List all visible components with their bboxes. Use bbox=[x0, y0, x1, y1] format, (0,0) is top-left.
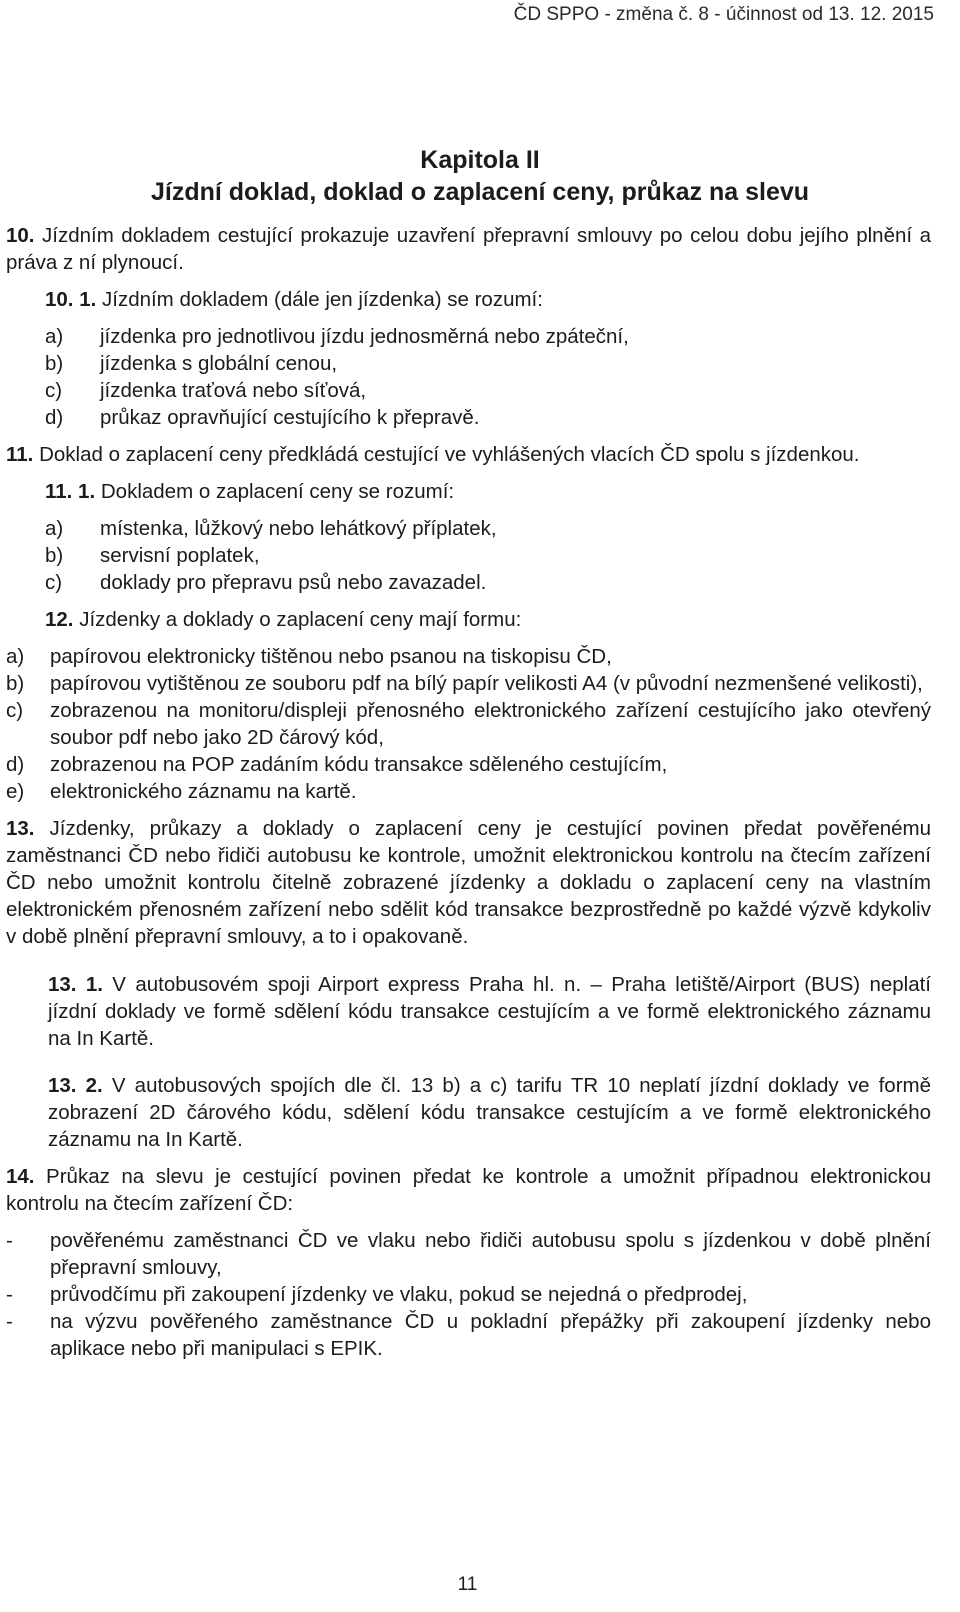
list-item-label: e) bbox=[6, 780, 25, 803]
page-header: ČD SPPO - změna č. 8 - účinnost od 13. 12. 2015 bbox=[513, 4, 934, 25]
list-item bbox=[45, 404, 931, 431]
list-item-label: a) bbox=[6, 645, 25, 668]
list-item-label: - bbox=[6, 1310, 13, 1333]
list-item bbox=[6, 1308, 931, 1362]
list-item bbox=[45, 515, 931, 542]
chapter-title: Kapitola II bbox=[420, 146, 540, 174]
list-item-text: zobrazenou na monitoru/displeji přenosného elektronického zařízení cestujícího jako otevřený soubor pdf nebo jako 2D čárový kód, bbox=[50, 699, 931, 749]
article-13 bbox=[6, 815, 931, 950]
article-10-1 bbox=[45, 286, 931, 313]
article-text: Jízdenky a doklady o zaplacení ceny mají formu: bbox=[73, 608, 522, 631]
list-item bbox=[6, 697, 931, 751]
article-text: Jízdenky, průkazy a doklady o zaplacení ceny je cestující povinen předat pověřenému zaměstnanci ČD nebo řidiči autobusu ke kontrole, umožnit elektronickou kontrolu na čtecím zařízení ČD nebo umožnit kontrolu čitelně zobrazené jízdenky a dokladu o zaplacení ceny na vlastním elektronickém přenosném zařízení nebo sdělit kód transakce bezprostředně po každé výzvě kdykoliv v době plnění přepravní smlouvy, a to i opakovaně. bbox=[6, 817, 931, 948]
article-number: 11. bbox=[6, 443, 34, 466]
article-number: 10. 1. bbox=[45, 288, 97, 311]
list-item-text: místenka, lůžkový nebo lehátkový příplatek, bbox=[100, 517, 497, 540]
article-11-1 bbox=[45, 478, 931, 505]
document-body bbox=[6, 222, 931, 1372]
article-number: 13. bbox=[6, 817, 35, 840]
list-item-label: b) bbox=[45, 544, 64, 567]
list-item bbox=[45, 377, 931, 404]
list-item bbox=[6, 1281, 931, 1308]
list-item-label: d) bbox=[45, 406, 64, 429]
list-item-label: a) bbox=[45, 325, 64, 348]
article-14-list bbox=[6, 1227, 931, 1362]
list-item bbox=[45, 569, 931, 596]
article-10 bbox=[6, 222, 931, 276]
article-10-1-list bbox=[6, 323, 931, 431]
article-text: Průkaz na slevu je cestující povinen předat ke kontrole a umožnit případnou elektronickou kontrolu na čtecím zařízení ČD: bbox=[6, 1165, 931, 1215]
list-item bbox=[45, 323, 931, 350]
list-item-label: c) bbox=[45, 571, 63, 594]
article-12 bbox=[45, 606, 931, 633]
list-item-text: jízdenka traťová nebo síťová, bbox=[100, 379, 367, 402]
list-item-text: na výzvu pověřeného zaměstnance ČD u pokladní přepážky při zakoupení jízdenky nebo aplikace nebo při manipulaci s EPIK. bbox=[50, 1310, 931, 1360]
article-text: Doklad o zaplacení ceny předkládá cestující ve vyhlášených vlacích ČD spolu s jízdenkou. bbox=[33, 443, 860, 466]
list-item-label: - bbox=[6, 1283, 13, 1306]
list-item bbox=[6, 778, 931, 805]
list-item-text: doklady pro přepravu psů nebo zavazadel. bbox=[100, 571, 487, 594]
list-item-label: b) bbox=[45, 352, 64, 375]
article-text: Dokladem o zaplacení ceny se rozumí: bbox=[95, 480, 455, 503]
list-item-label: c) bbox=[45, 379, 63, 402]
list-item-text: jízdenka s globální cenou, bbox=[100, 352, 338, 375]
list-item-label: c) bbox=[6, 699, 24, 722]
list-item-label: b) bbox=[6, 672, 25, 695]
list-item-text: zobrazenou na POP zadáním kódu transakce sděleného cestujícím, bbox=[50, 753, 668, 776]
list-item-text: jízdenka pro jednotlivou jízdu jednosměrná nebo zpáteční, bbox=[100, 325, 629, 348]
article-number: 14. bbox=[6, 1165, 35, 1188]
article-14 bbox=[6, 1163, 931, 1217]
list-item-text: pověřenému zaměstnanci ČD ve vlaku nebo řidiči autobusu spolu s jízdenkou v době plnění přepravní smlouvy, bbox=[50, 1229, 931, 1279]
list-item bbox=[6, 751, 931, 778]
article-number: 11. 1. bbox=[45, 480, 96, 503]
list-item-label: a) bbox=[45, 517, 64, 540]
list-item bbox=[45, 350, 931, 377]
article-13-1 bbox=[48, 971, 931, 1052]
list-item-label: d) bbox=[6, 753, 25, 776]
page-number: 11 bbox=[457, 1574, 478, 1595]
article-number: 10. bbox=[6, 224, 35, 247]
list-item bbox=[6, 643, 931, 670]
list-item-text: průvodčímu při zakoupení jízdenky ve vlaku, pokud se nejedná o předprodej, bbox=[50, 1283, 748, 1306]
article-text: Jízdním dokladem (dále jen jízdenka) se rozumí: bbox=[96, 288, 543, 311]
list-item-label: - bbox=[6, 1229, 13, 1252]
article-number: 12. bbox=[45, 608, 74, 631]
list-item-text: servisní poplatek, bbox=[100, 544, 260, 567]
list-item-text: elektronického záznamu na kartě. bbox=[50, 780, 357, 803]
list-item bbox=[6, 1227, 931, 1281]
article-11-1-list bbox=[6, 515, 931, 596]
list-item bbox=[6, 670, 931, 697]
article-number: 13. 2. bbox=[48, 1074, 103, 1097]
article-text: Jízdním dokladem cestující prokazuje uzavření přepravní smlouvy po celou dobu jejího plnění a práva z ní plynoucí. bbox=[6, 224, 931, 274]
list-item-text: průkaz opravňující cestujícího k přepravě. bbox=[100, 406, 480, 429]
article-text: V autobusových spojích dle čl. 13 b) a c) tarifu TR 10 neplatí jízdní doklady ve formě zobrazení 2D čárového kódu, sdělení kódu transakce cestujícím a ve formě elektronického záznamu na In Kartě. bbox=[48, 1074, 931, 1151]
article-11 bbox=[6, 441, 931, 468]
article-number: 13. 1. bbox=[48, 972, 103, 996]
article-13-2 bbox=[48, 1072, 931, 1153]
list-item-text: papírovou vytištěnou ze souboru pdf na bílý papír velikosti A4 (v původní nezmenšené velikosti), bbox=[50, 672, 923, 695]
chapter-subtitle: Jízdní doklad, doklad o zaplacení ceny, průkaz na slevu bbox=[150, 178, 810, 206]
list-item bbox=[45, 542, 931, 569]
list-item-text: papírovou elektronicky tištěnou nebo psanou na tiskopisu ČD, bbox=[50, 645, 612, 668]
article-text: V autobusovém spoji Airport express Praha hl. n. – Praha letiště/Airport (BUS) neplatí jízdní doklady ve formě sdělení kódu transakce cestujícím a ve formě elektronického záznamu na In Kartě. bbox=[48, 972, 931, 1050]
chapter-heading bbox=[0, 144, 960, 208]
article-12-list bbox=[6, 643, 931, 805]
